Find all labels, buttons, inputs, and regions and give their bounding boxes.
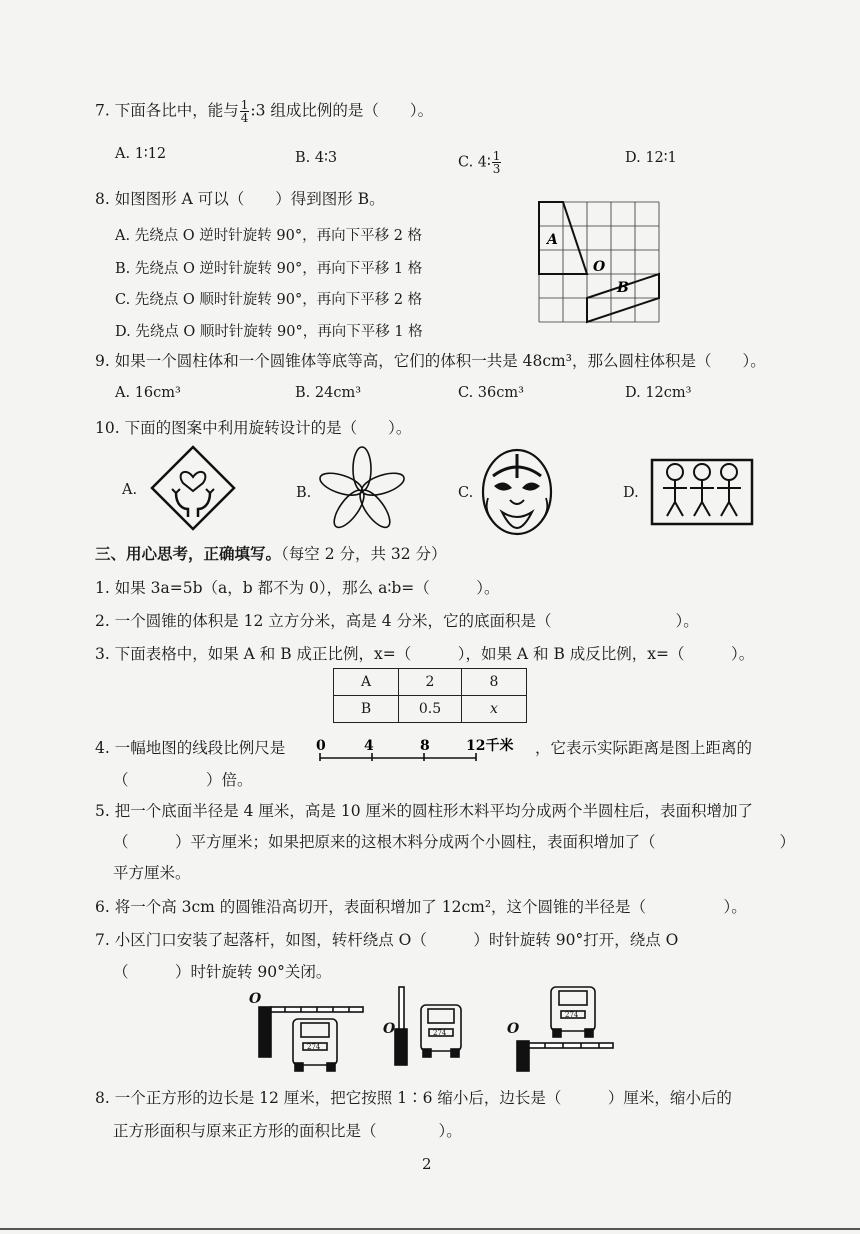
q8-option-a: A. 先绕点 O 逆时针旋转 90°，再向下平移 2 格: [115, 228, 423, 244]
fill-4-line-2: （ ）倍。: [113, 771, 253, 789]
fill-2: 2. 一个圆锥的体积是 12 立方分米，高是 4 分米，它的底面积是（ ）。: [95, 612, 699, 630]
svg-text:274: 274: [433, 1029, 447, 1037]
q8-option-c: C. 先绕点 O 顺时针旋转 90°，再向下平移 2 格: [115, 292, 423, 308]
ratio-table: [333, 668, 527, 723]
q9-option-c: C. 36cm³: [458, 385, 524, 401]
label-b: B: [617, 280, 629, 296]
svg-text:12千米: 12千米: [466, 738, 514, 754]
q10-option-b: B.: [296, 485, 312, 501]
q9-option-a: A. 16cm³: [115, 385, 181, 401]
fill-7-line-2: （ ）时针旋转 90°关闭。: [113, 963, 332, 981]
q8-option-d: D. 先绕点 O 顺时针旋转 90°，再向下平移 1 格: [115, 324, 423, 340]
heart-hands-pattern: [150, 445, 236, 531]
table-row: B 0.5 x: [334, 696, 527, 723]
q7-stem-pre: 7. 下面各比中，能与: [95, 101, 239, 120]
line-scale-bar: [306, 734, 536, 764]
q10-option-a: A.: [122, 482, 138, 498]
question-7: [95, 99, 433, 124]
barrier-gate-figure: [245, 985, 625, 1075]
q7-option-b: B. 4∶3: [295, 150, 338, 166]
table-row: A 2 8: [334, 669, 527, 696]
section-3-note: （每空 2 分，共 32 分）: [281, 545, 447, 563]
fill-4: 4. 一幅地图的线段比例尺是: [95, 739, 286, 757]
svg-text:274: 274: [307, 1043, 321, 1051]
flower-pattern: [316, 445, 408, 535]
fraction-one-quarter: $\frac{1}{4}$: [240, 98, 249, 125]
fill-3: 3. 下面表格中，如果 A 和 B 成正比例，x=（ ），如果 A 和 B 成反比例，x=（ ）。: [95, 645, 755, 663]
label-a: A: [547, 232, 558, 248]
svg-text:8: 8: [420, 738, 430, 754]
q7-option-a: A. 1∶12: [115, 146, 167, 162]
q7-option-c: C. 4∶ $\frac{1}{3}$: [458, 149, 501, 176]
svg-text:274: 274: [565, 1011, 579, 1019]
section-3-title: 三、用心思考，正确填写。: [95, 544, 282, 563]
fill-7: 7. 小区门口安装了起落杆，如图，转杆绕点 O（ ）时针旋转 90°打开，绕点 O: [95, 931, 679, 949]
svg-text:O: O: [507, 1021, 520, 1037]
question-10: 10. 下面的图案中利用旋转设计的是（ ）。: [95, 419, 412, 437]
opera-mask-pattern: [478, 448, 556, 538]
q10-option-c: C.: [458, 485, 474, 501]
q9-option-d: D. 12cm³: [625, 385, 692, 401]
q8-option-b: B. 先绕点 O 逆时针旋转 90°，再向下平移 1 格: [115, 261, 423, 277]
svg-text:4: 4: [364, 738, 374, 754]
section-3-heading: [95, 544, 447, 564]
stick-figures-pattern: [650, 458, 754, 526]
q10-option-d: D.: [623, 485, 639, 501]
question-8: 8. 如图图形 A 可以（ ）得到图形 B。: [95, 190, 385, 208]
fill-6: 6. 将一个高 3cm 的圆锥沿高切开，表面积增加了 12cm²，这个圆锥的半径是（ ）。: [95, 898, 747, 916]
fill-8-line-2: 正方形面积与原来正方形的面积比是（ ）。: [113, 1122, 462, 1140]
page-number: 2: [422, 1155, 432, 1173]
svg-text:0: 0: [316, 738, 326, 754]
fill-4-post: ，它表示实际距离是图上距离的: [535, 739, 753, 757]
fill-5-line-3: 平方厘米。: [113, 864, 191, 882]
q9-option-b: B. 24cm³: [295, 385, 362, 401]
q7-stem-post: :3 组成比例的是（ ）。: [250, 101, 434, 120]
fill-8: 8. 一个正方形的边长是 12 厘米，把它按照 1∶6 缩小后，边长是（ ）厘米，缩小后的: [95, 1089, 732, 1107]
fill-5-line-2: （ ）平方厘米；如果把原来的这根木料分成两个小圆柱，表面积增加了（ ）: [113, 833, 796, 851]
q7-option-d: D. 12∶1: [625, 150, 677, 166]
svg-text:O: O: [383, 1021, 396, 1037]
question-9: 9. 如果一个圆柱体和一个圆锥体等底等高，它们的体积一共是 48cm³，那么圆柱体积是（ ）。: [95, 352, 766, 370]
rotation-grid-figure: [537, 200, 661, 326]
bottom-edge-line: [0, 1228, 860, 1230]
fill-5: 5. 把一个底面半径是 4 厘米，高是 10 厘米的圆柱形木料平均分成两个半圆柱后，表面积增加了: [95, 802, 754, 820]
fill-1: 1. 如果 3a=5b（a，b 都不为 0），那么 a∶b=（ ）。: [95, 579, 500, 597]
svg-text:O: O: [249, 991, 262, 1007]
label-o: O: [593, 259, 606, 275]
